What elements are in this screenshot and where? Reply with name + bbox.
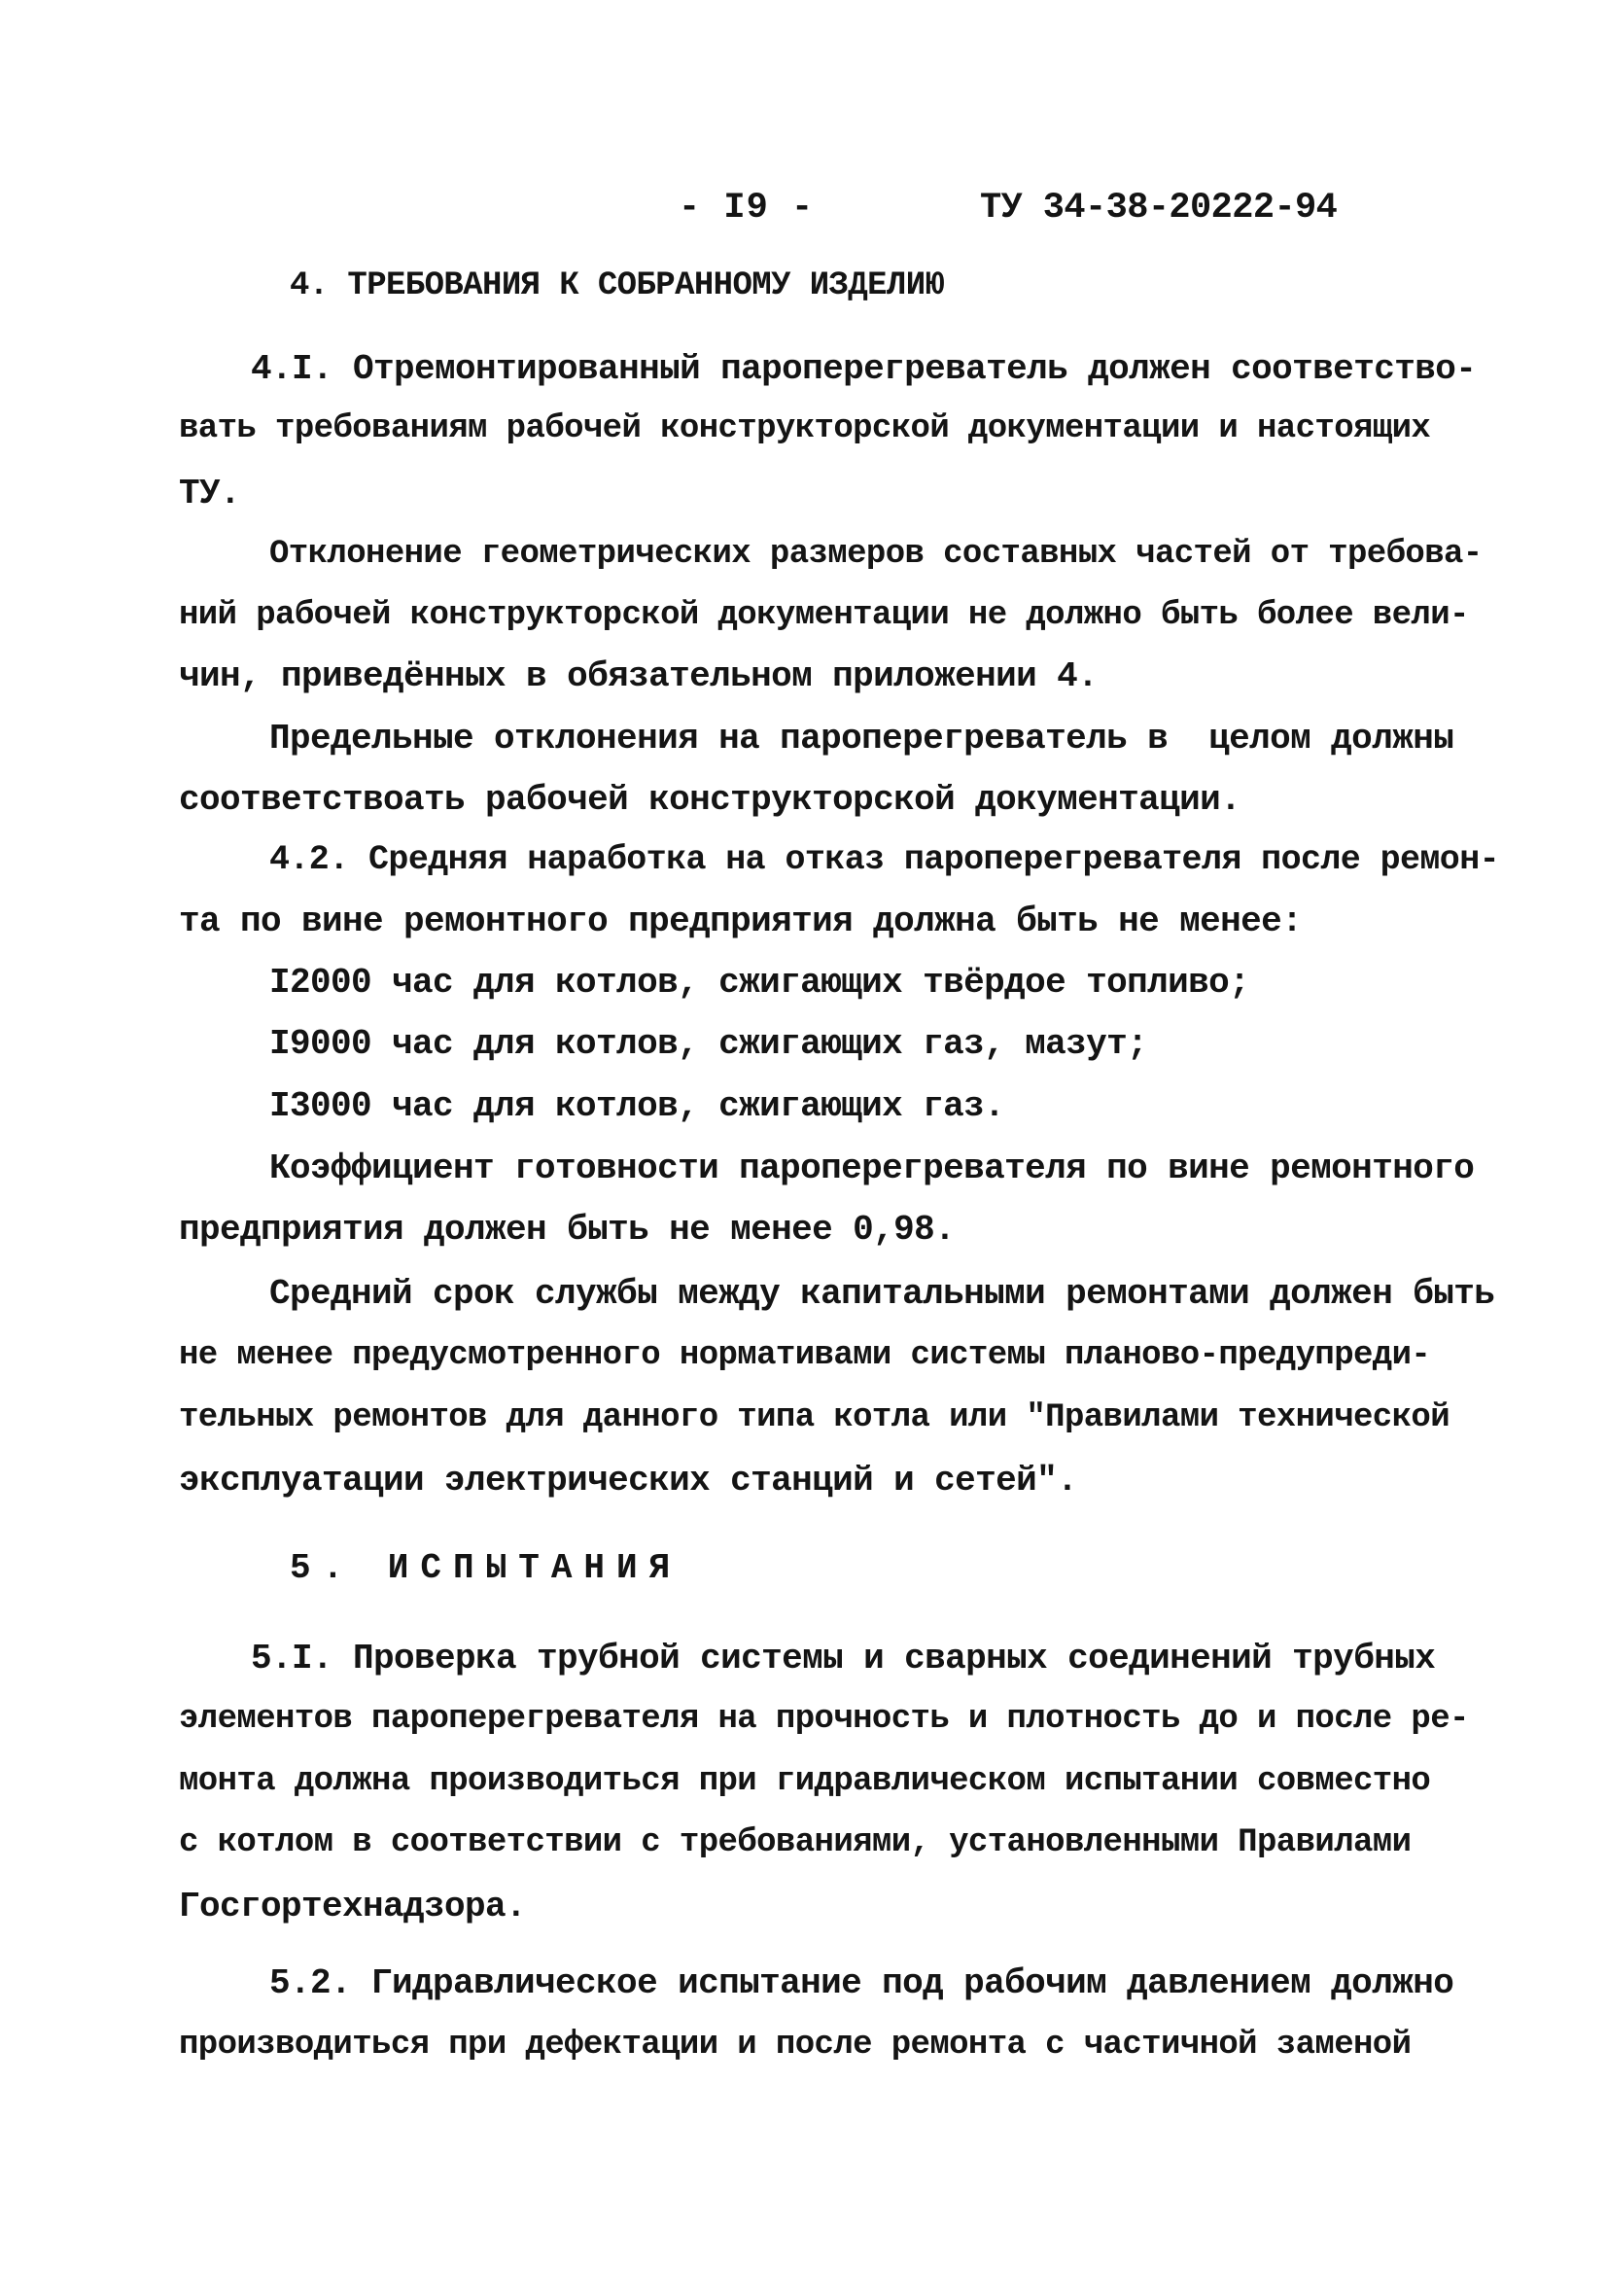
paragraph-line: не менее предусмотренного нормативами системы планово-предупреди- — [179, 1337, 1431, 1374]
list-item: I2000 час для котлов, сжигающих твёрдое топливо; — [269, 963, 1250, 1003]
paragraph-line: Госгортехнадзора. — [179, 1887, 527, 1926]
paragraph-line: Предельные отклонения на пароперегреватель в целом должны — [269, 719, 1454, 759]
paragraph-line: Средний срок службы между капитальными ремонтами должен быть — [269, 1274, 1495, 1314]
paragraph-line: тельных ремонтов для данного типа котла или "Правилами технической — [179, 1399, 1450, 1436]
paragraph-line: ний рабочей конструкторской документации не должно быть более вели- — [179, 597, 1469, 634]
paragraph-line: 4.I. Отремонтированный пароперегреватель должен соответство- — [251, 349, 1477, 389]
paragraph-line: Коэффициент готовности пароперегревателя по вине ремонтного — [269, 1148, 1475, 1188]
paragraph-line: Отклонение геометрических размеров составных частей от требова- — [269, 536, 1483, 573]
paragraph-line: 4.2. Средняя наработка на отказ пароперегревателя после ремон- — [269, 840, 1500, 879]
paragraph-line: эксплуатации электрических станций и сетей". — [179, 1461, 1078, 1501]
paragraph-line: ТУ. — [179, 474, 241, 513]
page-number: - I9 - — [679, 188, 815, 229]
paragraph-line: элементов пароперегревателя на прочность и плотность до и после ре- — [179, 1701, 1469, 1738]
paragraph-line: соответствоать рабочей конструкторской документации. — [179, 780, 1241, 820]
list-item: I3000 час для котлов, сжигающих газ. — [269, 1086, 1005, 1126]
paragraph-line: 5.I. Проверка трубной системы и сварных соединений трубных — [251, 1639, 1436, 1678]
paragraph-line: монта должна производиться при гидравлическом испытании совместно — [179, 1763, 1431, 1800]
paragraph-line: чин, приведённых в обязательном приложении 4. — [179, 656, 1099, 696]
paragraph-line: с котлом в соответствии с требованиями, установленными Правилами — [179, 1824, 1412, 1861]
paragraph-line: предприятия должен быть не менее 0,98. — [179, 1210, 956, 1250]
document-code: ТУ 34-38-20222-94 — [980, 188, 1338, 229]
paragraph-line: та по вине ремонтного предприятия должна быть не менее: — [179, 901, 1303, 941]
paragraph-line: вать требованиям рабочей конструкторской документации и настоящих — [179, 410, 1431, 447]
list-item: I9000 час для котлов, сжигающих газ, мазут; — [269, 1024, 1148, 1064]
section-5-title: 5. ИСПЫТАНИЯ — [290, 1548, 682, 1588]
paragraph-line: 5.2. Гидравлическое испытание под рабочим давлением должно — [269, 1963, 1454, 2003]
paragraph-line: производиться при дефектации и после ремонта с частичной заменой — [179, 2027, 1412, 2064]
section-4-title: 4. ТРЕБОВАНИЯ К СОБРАННОМУ ИЗДЕЛИЮ — [290, 267, 945, 304]
